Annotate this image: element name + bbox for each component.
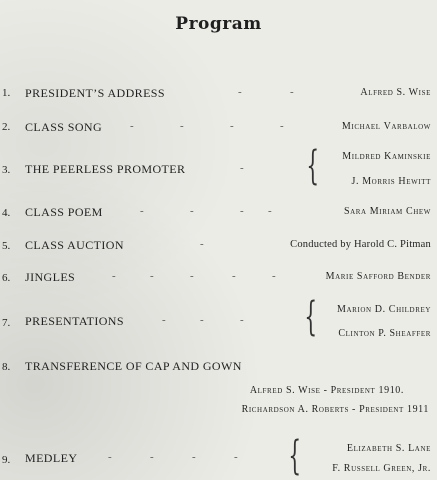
item-number: 1. — [2, 87, 11, 99]
performer-name: Clinton P. Sheaffer — [338, 328, 431, 339]
performer-name: Marie Safford Bender — [325, 271, 431, 282]
leader-dash: - — [192, 451, 196, 463]
performer-name: Marion D. Childrey — [337, 304, 431, 315]
page-title: Program — [175, 14, 262, 34]
item-label: JINGLES — [25, 270, 76, 284]
leader-dash: - — [240, 162, 244, 174]
item-label: THE PEERLESS PROMOTER — [25, 162, 186, 176]
performer-name: Sara Miriam Chew — [343, 206, 431, 217]
leader-dash: - — [240, 205, 244, 217]
performer-name: Michael Varbalow — [341, 121, 431, 132]
performer-name: Conducted by Harold C. Pitman — [290, 239, 431, 250]
leader-dash: - — [200, 314, 204, 326]
leader-dash: - — [240, 314, 244, 326]
leader-dash: - — [108, 451, 112, 463]
leader-dash: - — [150, 451, 154, 463]
item-number: 8. — [2, 361, 11, 373]
item-label: CLASS AUCTION — [25, 238, 124, 252]
performer-name: Alfred S. Wise — [360, 87, 431, 98]
performer-name: F. Russell Green, Jr. — [332, 463, 431, 474]
leader-dash: - — [190, 205, 194, 217]
performer-name: Alfred S. Wise - President 1910. — [249, 385, 404, 396]
item-label: CLASS POEM — [25, 205, 103, 219]
leader-dash: - — [180, 120, 184, 132]
performer-name: Richardson A. Roberts - President 1911 — [241, 404, 429, 415]
leader-dash: - — [150, 270, 154, 282]
item-number: 3. — [2, 164, 11, 176]
item-label: CLASS SONG — [25, 120, 103, 134]
item-label: TRANSFERENCE OF CAP AND GOWN — [25, 359, 242, 373]
leader-dash: - — [140, 205, 144, 217]
performer-name: Mildred Kaminskie — [342, 151, 431, 162]
item-number: 6. — [2, 272, 11, 284]
item-number: 9. — [2, 454, 11, 466]
leader-dash: - — [272, 270, 276, 282]
leader-dash: - — [190, 270, 194, 282]
leader-dash: - — [230, 120, 234, 132]
brace-icon: { — [306, 143, 320, 189]
leader-dash: - — [130, 120, 134, 132]
leader-dash: - — [238, 86, 242, 98]
brace-icon: { — [304, 294, 318, 340]
performer-name: Elizabeth S. Lane — [346, 443, 431, 454]
item-label: MEDLEY — [25, 451, 78, 465]
leader-dash: - — [112, 270, 116, 282]
leader-dash: - — [162, 314, 166, 326]
performer-name: J. Morris Hewitt — [351, 176, 431, 187]
leader-dash: - — [268, 205, 272, 217]
item-number: 2. — [2, 121, 11, 133]
item-label: PRESENTATIONS — [25, 314, 124, 328]
leader-dash: - — [234, 451, 238, 463]
item-label: PRESIDENT’S ADDRESS — [25, 86, 165, 100]
item-number: 7. — [2, 317, 11, 329]
leader-dash: - — [280, 120, 284, 132]
leader-dash: - — [290, 86, 294, 98]
leader-dash: - — [200, 238, 204, 250]
leader-dash: - — [232, 270, 236, 282]
item-number: 5. — [2, 240, 11, 252]
item-number: 4. — [2, 207, 11, 219]
brace-icon: { — [288, 433, 302, 479]
